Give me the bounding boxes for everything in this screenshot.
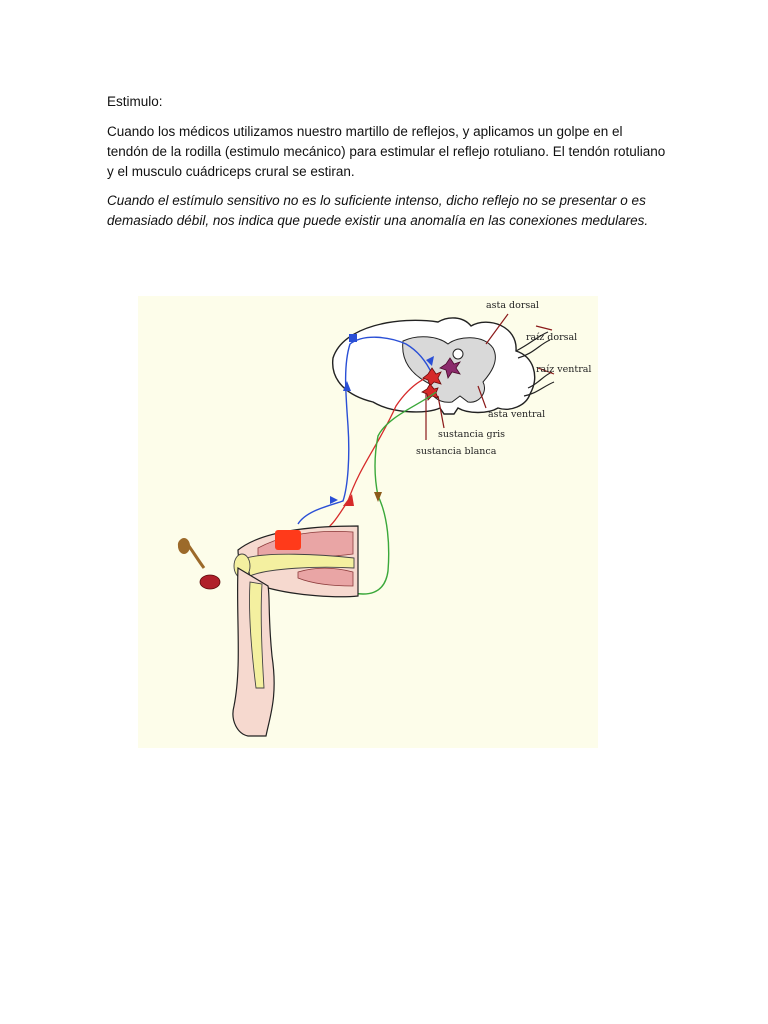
muscle-spindle-receptor bbox=[275, 530, 301, 550]
paragraph-2-text: Cuando el estímulo sensitivo no es lo suficiente intenso, dicho reflejo no se presentar o es demasiado débil, nos indica que puede existir una anomalía en las conexiones medulares. bbox=[107, 193, 649, 228]
dorsal-ganglion-icon bbox=[349, 334, 357, 342]
paragraph-1 bbox=[107, 122, 667, 182]
label-sustancia-gris: sustancia gris bbox=[438, 429, 506, 440]
reflex-diagram bbox=[138, 296, 598, 748]
paragraph-2 bbox=[107, 191, 667, 231]
paragraph-1-text: Cuando los médicos utilizamos nuestro martillo de reflejos, y aplicamos un golpe en el tendón de la rodilla (estimulo mecánico) para estimular el reflejo rotuliano. El tendón rotuliano y el musculo cuádriceps crural se estiran. bbox=[107, 124, 666, 179]
label-raiz-dorsal: raíz dorsal bbox=[526, 332, 578, 343]
heading-text: Estimulo: bbox=[107, 94, 163, 109]
label-asta-ventral: asta ventral bbox=[488, 409, 546, 420]
patellar-reflex-figure bbox=[138, 296, 598, 748]
label-asta-dorsal: asta dorsal bbox=[486, 300, 539, 311]
label-sustancia-blanca: sustancia blanca bbox=[416, 446, 497, 457]
section-heading bbox=[107, 92, 667, 112]
label-raiz-ventral: raíz ventral bbox=[536, 364, 592, 375]
